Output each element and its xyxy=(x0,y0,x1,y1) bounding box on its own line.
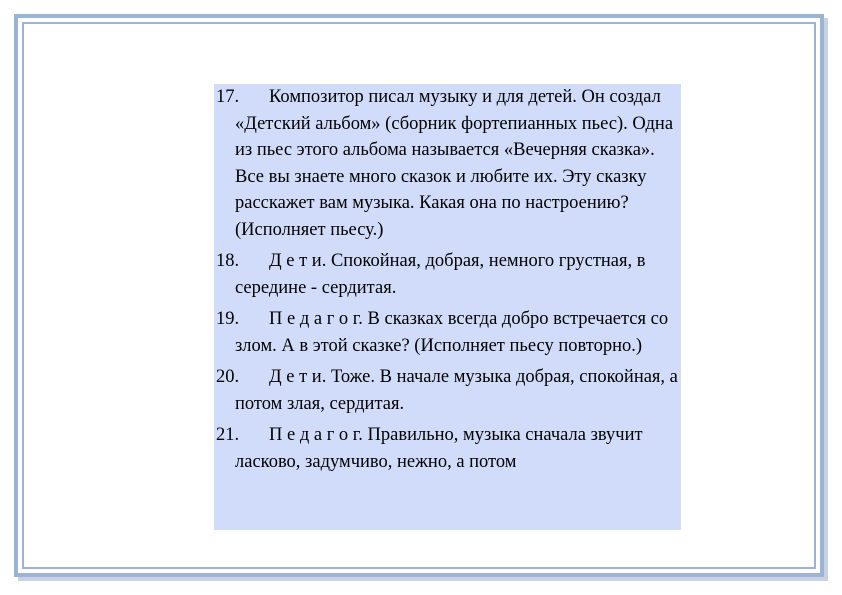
paragraph-21 xyxy=(214,422,681,475)
paragraph-number: 17. xyxy=(216,87,240,107)
paragraph-17 xyxy=(214,84,681,243)
paragraph-number: 21. xyxy=(216,425,240,445)
paragraph-text: Композитор писал музыку и для детей. Он создал «Детский альбом» (сборник фортепианных пьес). Одна из пьес этого альбома называется «Вечерняя сказка». Все вы знаете много сказок и любите их. Эту сказку расскажет вам музыка. Какая она по настроению? (Исполняет пьесу.) xyxy=(235,87,674,240)
paragraph-number: 19. xyxy=(216,309,240,329)
paragraph-text: Д е т и. Спокойная, добрая, немного грустная, в середине - сердитая. xyxy=(235,251,646,298)
paragraph-number: 20. xyxy=(216,367,240,387)
paragraph-number: 18. xyxy=(216,251,240,271)
frame-shadow-bottom xyxy=(18,577,828,581)
paragraph-20 xyxy=(214,364,681,417)
paragraph-text: П е д а г о г. Правильно, музыка сначала звучит ласково, задумчиво, нежно, а потом xyxy=(235,425,643,472)
paragraph-19 xyxy=(214,306,681,359)
frame-shadow-right xyxy=(824,18,828,581)
text-box xyxy=(214,84,681,530)
paragraph-text: Д е т и. Тоже. В начале музыка добрая, спокойная, а потом злая, сердитая. xyxy=(235,367,678,414)
paragraph-text: П е д а г о г. В сказках всегда добро встречается со злом. А в этой сказке? (Исполняет пьесу повторно.) xyxy=(235,309,669,356)
paragraph-18 xyxy=(214,248,681,301)
